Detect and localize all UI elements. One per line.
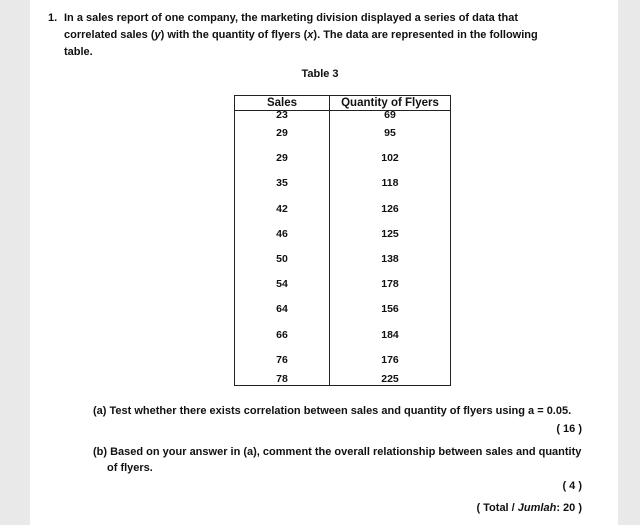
table-row xyxy=(235,121,451,146)
cell-flyers: 178 xyxy=(330,272,451,297)
variable-y: y xyxy=(154,29,161,41)
table-row xyxy=(235,323,451,348)
total-open: ( Total / xyxy=(476,502,518,514)
cell-sales: 46 xyxy=(235,222,330,247)
total-jumlah: Jumlah xyxy=(517,502,557,514)
intro-line-2 xyxy=(64,27,568,44)
cell-flyers: 118 xyxy=(330,171,451,196)
cell-flyers: 95 xyxy=(330,121,451,146)
table-header-row xyxy=(235,96,451,111)
intro-line-1: In a sales report of one company, the marketing division displayed a series of data that xyxy=(64,12,518,24)
cell-sales: 42 xyxy=(235,197,330,222)
cell-sales: 29 xyxy=(235,146,330,171)
table-row xyxy=(235,111,451,122)
table-row xyxy=(235,247,451,272)
part-b-text-line-1: Based on your answer in (a), comment the overall relationship between sales and quantity xyxy=(110,446,582,458)
part-a-text: Test whether there exists correlation between sales and quantity of flyers using a = 0.05. xyxy=(109,405,572,417)
part-b-text-line-2: of flyers. xyxy=(107,462,153,474)
cell-flyers: 138 xyxy=(330,247,451,272)
part-b xyxy=(93,444,589,476)
cell-flyers: 184 xyxy=(330,323,451,348)
header-sales: Sales xyxy=(235,96,330,111)
cell-flyers: 225 xyxy=(330,373,451,386)
question-1 xyxy=(48,10,568,61)
question-number: 1. xyxy=(48,12,58,24)
cell-sales: 54 xyxy=(235,272,330,297)
sales-flyers-table xyxy=(234,95,451,386)
cell-sales: 29 xyxy=(235,121,330,146)
variable-x: x xyxy=(307,29,314,41)
table-row xyxy=(235,222,451,247)
question-intro xyxy=(64,10,568,61)
cell-sales: 35 xyxy=(235,171,330,196)
table-row xyxy=(235,373,451,386)
part-a-label: (a) xyxy=(93,405,107,417)
total-close: : 20 ) xyxy=(556,502,582,514)
part-a-marks: ( 16 ) xyxy=(556,423,582,435)
cell-flyers: 126 xyxy=(330,197,451,222)
cell-sales: 50 xyxy=(235,247,330,272)
total-marks xyxy=(476,502,582,514)
part-a xyxy=(93,403,593,419)
cell-sales: 78 xyxy=(235,373,330,386)
cell-flyers: 125 xyxy=(330,222,451,247)
cell-flyers: 176 xyxy=(330,348,451,373)
table-row xyxy=(235,171,451,196)
cell-flyers: 69 xyxy=(330,111,451,122)
cell-flyers: 156 xyxy=(330,297,451,322)
intro-line-2-b: ) with the quantity of flyers ( xyxy=(160,29,308,41)
cell-sales: 76 xyxy=(235,348,330,373)
cell-flyers: 102 xyxy=(330,146,451,171)
table-row xyxy=(235,197,451,222)
cell-sales: 23 xyxy=(235,111,330,122)
cell-sales: 66 xyxy=(235,323,330,348)
part-b-label: (b) xyxy=(93,446,108,458)
cell-sales: 64 xyxy=(235,297,330,322)
table-row xyxy=(235,297,451,322)
header-quantity-of-flyers: Quantity of Flyers xyxy=(330,96,451,111)
table-row xyxy=(235,348,451,373)
table-row xyxy=(235,272,451,297)
table-row xyxy=(235,146,451,171)
table-caption: Table 3 xyxy=(301,68,339,80)
intro-line-2-c: ). The data are represented in the following xyxy=(313,29,538,41)
intro-line-3: table. xyxy=(64,46,93,58)
part-b-marks: ( 4 ) xyxy=(562,480,582,492)
intro-line-2-a: correlated sales ( xyxy=(64,29,155,41)
part-b-line-1 xyxy=(93,444,589,460)
